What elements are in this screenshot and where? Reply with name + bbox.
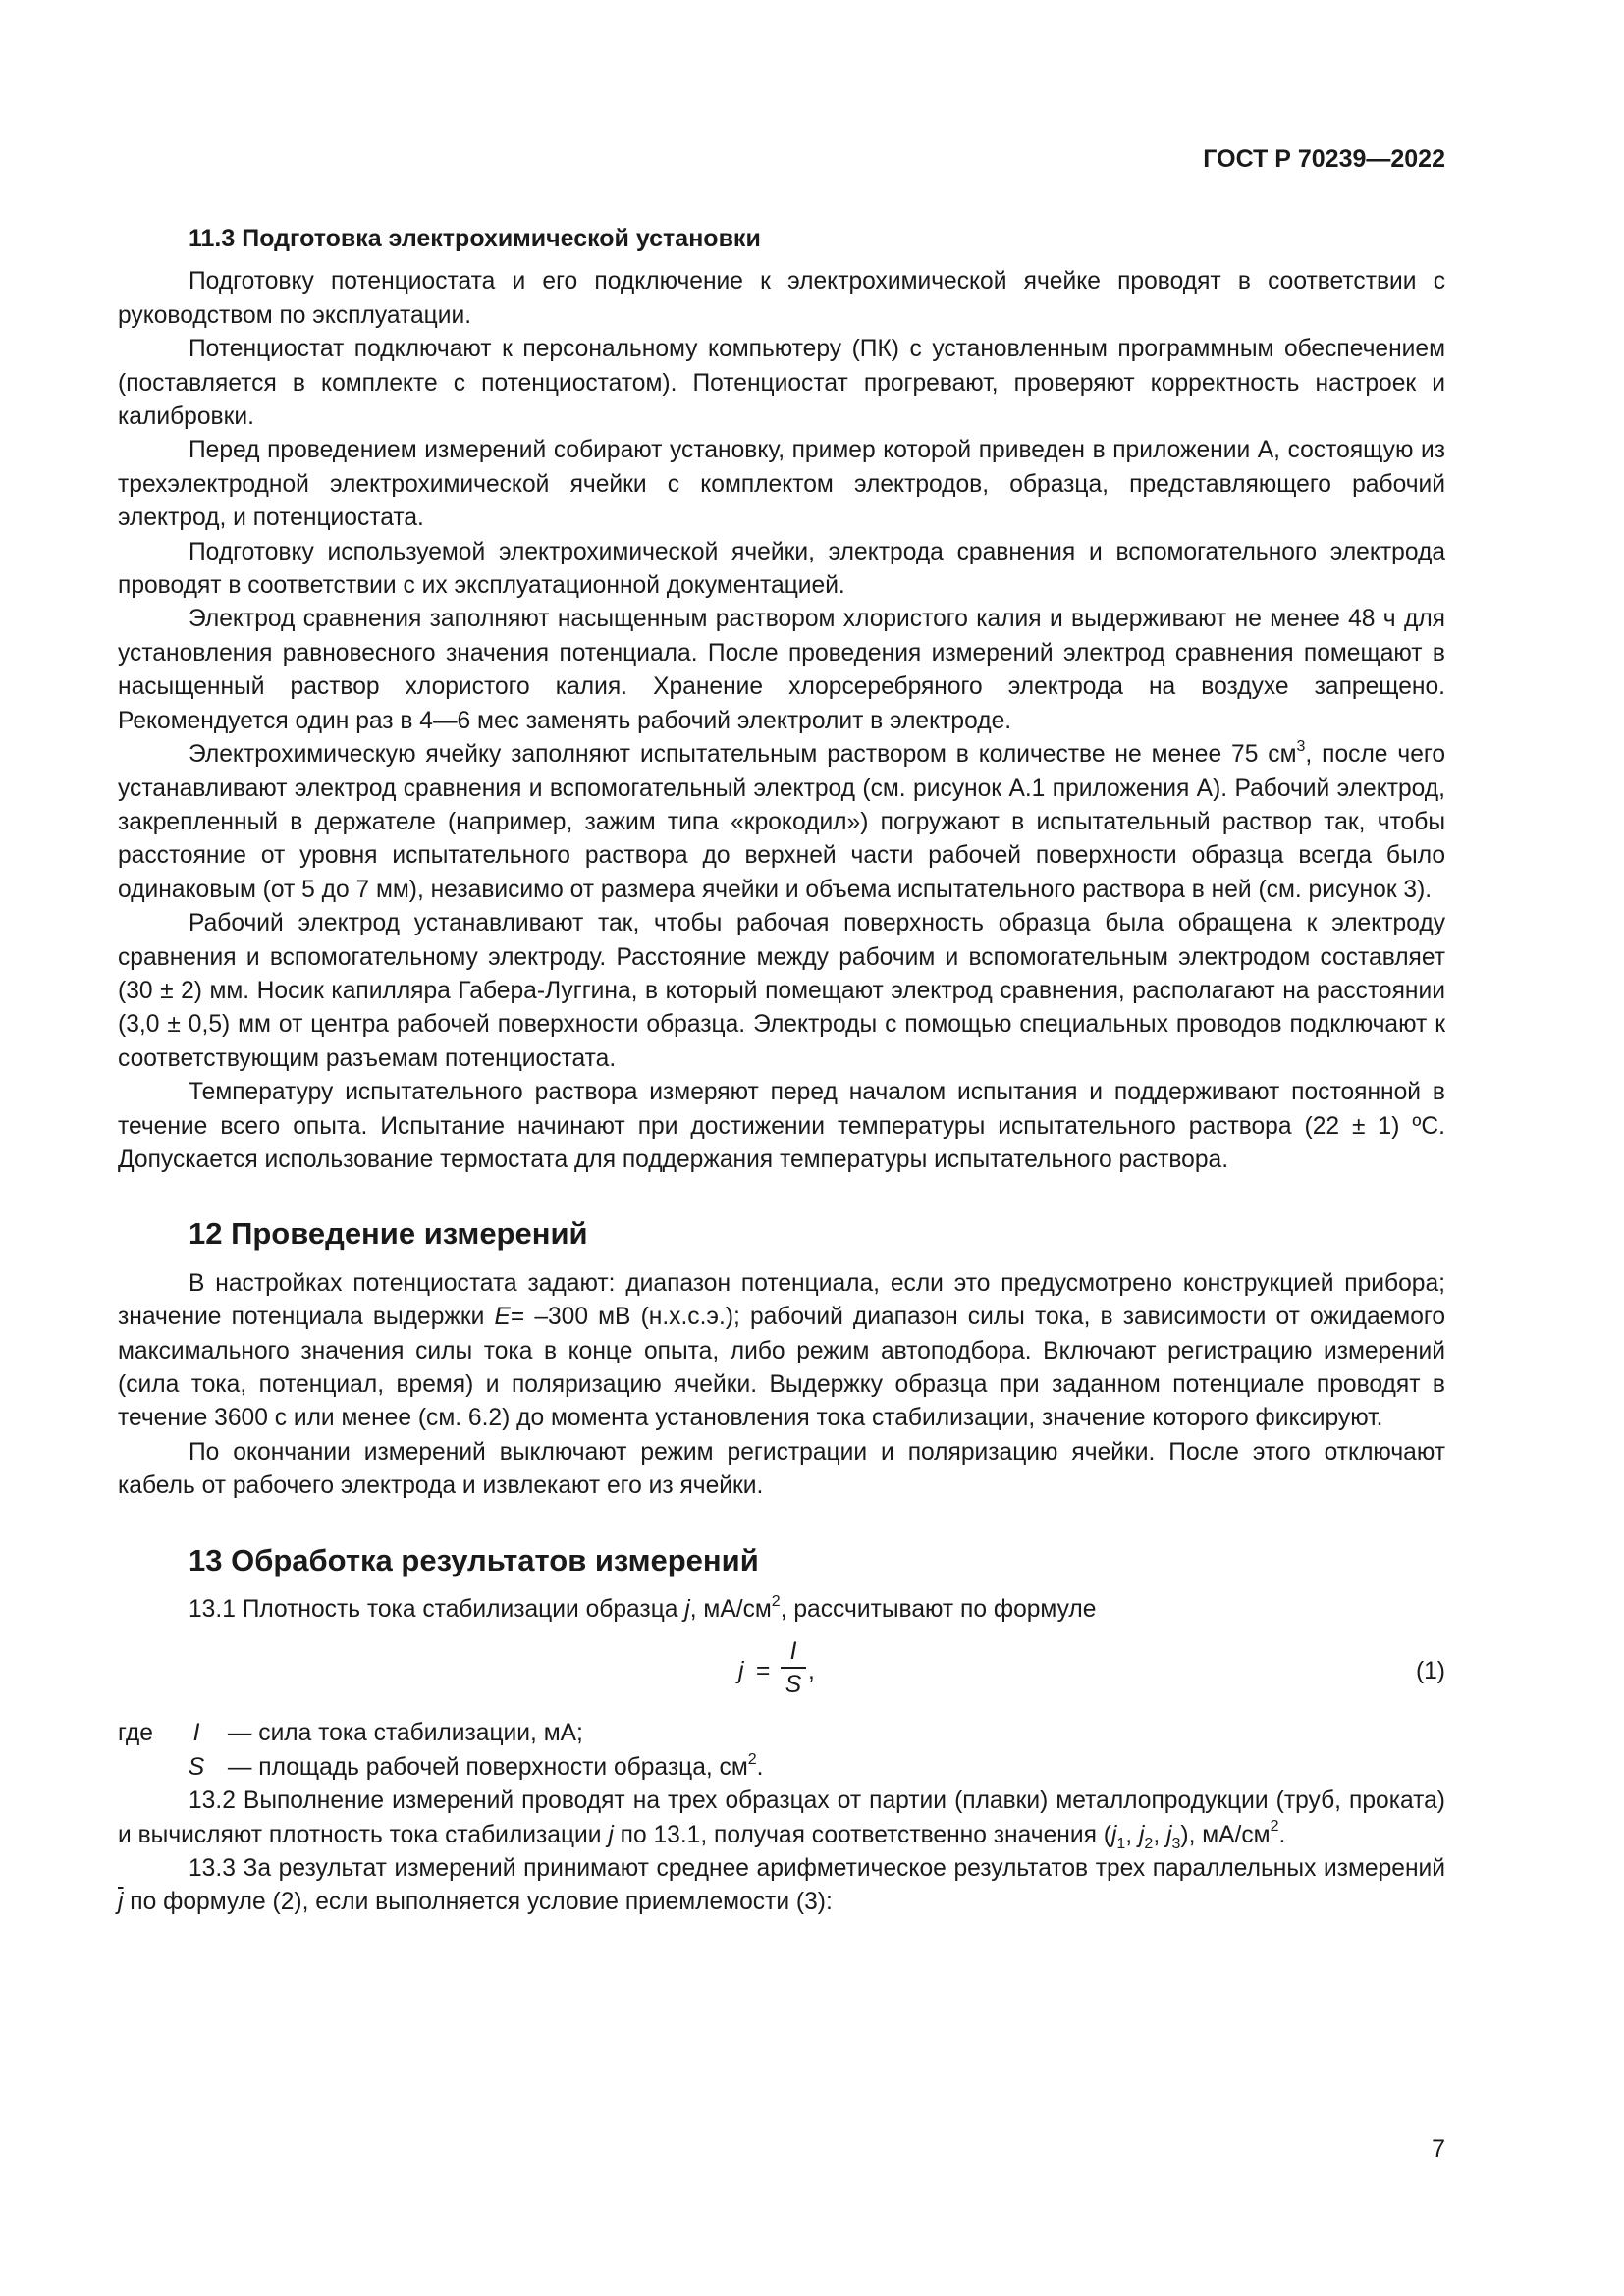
section-11-3-title: 11.3 Подготовка электрохимической установки: [189, 225, 761, 252]
text-run: = –300 мВ (н.х.с.э.); рабочий диапазон силы тока, в зависимости от ожидаемого максимального значения силы тока в конце опыта, либо режим автоподбора. Включают регистрацию измерений (сила тока, потенциал, время) и поляризацию ячейки. Выдержку образца при заданном потенциале проводят в течение 3600 с или менее (см. 6.2) до момента установления тока стабилизации, значение которого фиксируют.: [118, 1304, 1445, 1432]
text-run: 13.3 За результат измерений принимают среднее арифметическое результатов трех параллельных измерений: [189, 1855, 1445, 1883]
paragraph: [118, 738, 1445, 907]
document-header: ГОСТ Р 70239—2022: [1203, 145, 1445, 173]
page-number: 7: [1432, 2135, 1445, 2163]
text-run: .: [756, 1753, 764, 1781]
text-run: 13.2 Выполнение измерений проводят на трех образцах от партии (плавки) металлопродукции (труб, проката) и вычисляют плотность тока стабилизации: [118, 1788, 1445, 1848]
subscript: 3: [1171, 1835, 1181, 1852]
superscript: 2: [771, 1592, 781, 1610]
text-run: , после чего устанавливают электрод сравнения и вспомогательный электрод (см. рисунок А.1 приложения А). Рабочий электрод, закрепленный в держателе (например, зажим типа «крокодил») погружают в испытательный раствор так, чтобы расстояние от уровня испытательного раствора до верхней части рабочей поверхности образца всегда было одинаковым (от 5 до 7 мм), независимо от размера ячейки и объема испытательного раствора в ней (см. рисунок 3).: [118, 741, 1445, 903]
superscript: 3: [1296, 737, 1306, 755]
formula-number: (1): [1415, 1658, 1445, 1685]
variable-j2: j: [1138, 1821, 1145, 1848]
section-12-title: 12 Проведение измерений: [189, 1216, 588, 1252]
text-run: .: [1278, 1821, 1286, 1848]
formula-denominator: S: [785, 1672, 802, 1699]
formula-lhs: j: [738, 1658, 744, 1685]
variable-j3: j: [1166, 1821, 1172, 1848]
variable-j-mean: $\overline{j}$: [118, 1889, 124, 1916]
formula-numerator: I: [789, 1638, 797, 1666]
formula-1: [118, 1630, 1445, 1715]
paragraph: [118, 1267, 1445, 1436]
text-run: по формуле (2), если выполняется условие приемлемости (3):: [123, 1889, 833, 1916]
text-run: по 13.1, получая соответственно значения (: [613, 1821, 1111, 1848]
paragraph: Подготовку используемой электрохимической ячейки, электрода сравнения и вспомогательного электрода проводят в соответствии с их эксплуатационной документацией.: [118, 538, 1445, 600]
text-run: , мА/см: [689, 1596, 772, 1624]
text-run: , рассчитывают по формуле: [780, 1596, 1097, 1624]
text-run: В настройках потенциостата задают: диапазон потенциала, если это предусмотрено конструкцией прибора; значение потенциала выдержки: [118, 1269, 1445, 1331]
paragraph: Перед проведением измерений собирают установку, пример которой приведен в приложении А, состоящую из трехэлектродной электрохимической ячейки с комплектом электродов, образца, представляющего рабочий электрод, и потенциостата.: [118, 437, 1445, 532]
legend-text-I: — сила тока стабилизации, мА;: [227, 1720, 583, 1747]
paragraph: [118, 1852, 1445, 1920]
legend-prefix: где: [118, 1720, 153, 1747]
legend-text-S: — площадь рабочей поверхности образца, см: [227, 1753, 748, 1781]
formula-comma: ,: [808, 1658, 815, 1685]
formula-equals: =: [756, 1658, 771, 1685]
section-13-title: 13 Обработка результатов измерений: [189, 1542, 759, 1577]
variable-E: Е: [494, 1304, 511, 1331]
paragraph: [118, 1593, 1445, 1627]
text-run: ,: [1153, 1821, 1166, 1848]
paragraph: Рабочий электрод устанавливают так, чтобы рабочая поверхность образца была обращена к электроду сравнения и вспомогательному электроду. Расстояние между рабочим и вспомогательным электродом составляет (30 ± 2) мм. Носик капилляра Габера-Луггина, в который помещают электрод сравнения, располагают на расстоянии (3,0 ± 0,5) мм от центра рабочей поверхности образца. Электроды с помощью специальных проводов подключают к соответствующим разъемам потенциостата.: [118, 910, 1445, 1072]
legend-row-I: [118, 1717, 1445, 1750]
text-run: ), мА/см: [1180, 1821, 1271, 1848]
legend-row-S: [118, 1751, 1445, 1785]
subscript: 1: [1116, 1835, 1126, 1852]
text-run: Электрохимическую ячейку заполняют испытательным раствором в количестве не менее 75 см: [189, 741, 1297, 769]
variable-j1: j: [1110, 1821, 1117, 1848]
formula-legend: [118, 1717, 1445, 1785]
paragraph: [118, 1785, 1445, 1852]
superscript: 2: [747, 1750, 757, 1768]
variable-j: j: [684, 1596, 690, 1624]
legend-term-S: S: [188, 1753, 205, 1781]
paragraph: Потенциостат подключают к персональному компьютеру (ПК) с установленным программным обеспечением (поставляется в комплекте с потенциостатом). Потенциостат прогревают, проверяют корректность настроек и калибровки.: [118, 336, 1445, 431]
text-run: 13.1 Плотность тока стабилизации образца: [189, 1596, 685, 1624]
formula-fraction: [781, 1635, 806, 1702]
paragraph: Подготовку потенциостата и его подключение к электрохимической ячейке проводят в соответствии с руководством по эксплуатации.: [118, 268, 1445, 329]
subscript: 2: [1144, 1835, 1154, 1852]
text-run: ,: [1125, 1821, 1139, 1848]
paragraph: По окончании измерений выключают режим регистрации и поляризацию ячейки. После этого отключают кабель от рабочего электрода и извлекают его из ячейки.: [118, 1438, 1445, 1500]
paragraph: Электрод сравнения заполняют насыщенным раствором хлористого калия и выдерживают не менее 48 ч для установления равновесного значения потенциала. После проведения измерений электрод сравнения помещают в насыщенный раствор хлористого калия. Хранение хлорсеребряного электрода на воздухе запрещено. Рекомендуется один раз в 4—6 мес заменять рабочий электролит в электроде.: [118, 606, 1445, 734]
document-body: [118, 222, 1445, 1920]
legend-term-I: I: [192, 1720, 200, 1747]
superscript: 2: [1270, 1818, 1279, 1836]
variable-j: j: [608, 1821, 614, 1848]
paragraph: Температуру испытательного раствора измеряют перед началом испытания и поддерживают постоянной в течение всего опыта. Испытание начинают при достижении температуры испытательного раствора (22 ± 1) ºС. Допускается использование термостата для поддержания температуры испытательного раствора.: [118, 1079, 1445, 1173]
